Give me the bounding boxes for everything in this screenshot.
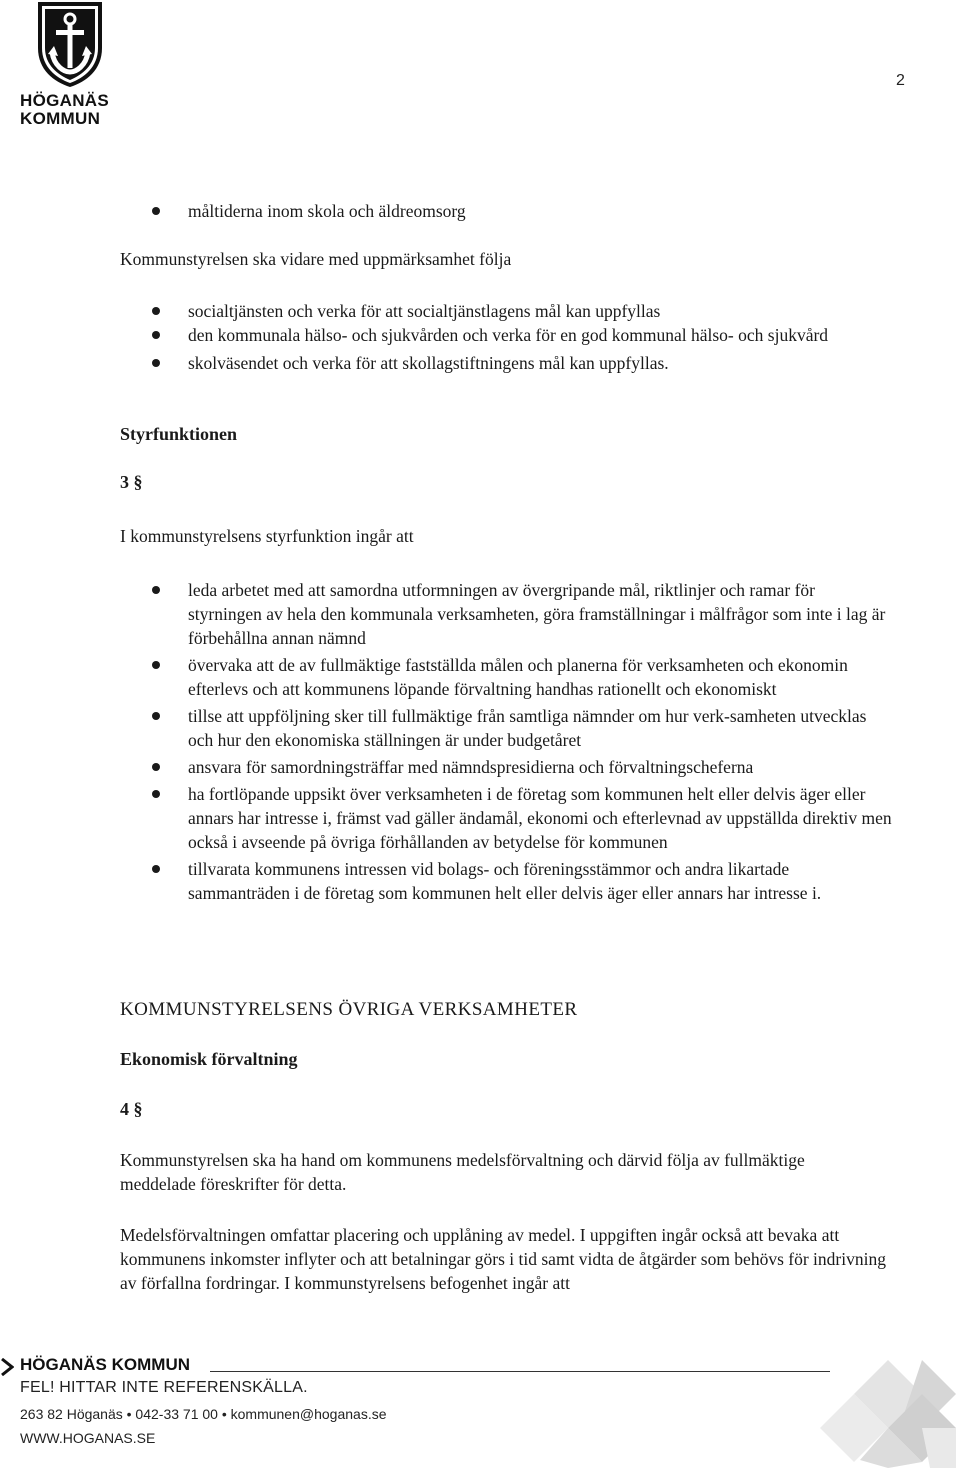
list-item: [148, 857, 893, 905]
paragraph-number-4: 4 §: [120, 1099, 143, 1119]
bullet-list-styrfunktion: [148, 578, 893, 905]
coat-of-arms-anchor-icon: [34, 0, 106, 88]
list-item: [148, 653, 893, 701]
municipality-logo: [18, 0, 120, 130]
bullet-list-meals: [148, 199, 908, 223]
logo-wordmark: [20, 92, 140, 128]
list-item: [148, 323, 888, 347]
bullet-icon: [152, 712, 160, 720]
bullet-icon: [152, 790, 160, 798]
logo-line-1: HÖGANÄS: [20, 91, 109, 110]
list-item: [148, 299, 888, 323]
bullet-list-follow: [148, 299, 888, 375]
styrfunktion-intro: I kommunstyrelsens styrfunktion ingår att: [120, 526, 414, 546]
geometric-decoration-icon: [820, 1360, 956, 1468]
bullet-icon: [152, 359, 160, 367]
ekonomisk-paragraph-1: Kommunstyrelsen ska ha hand om kommunens medelsförvaltning och därvid följa av fullmäktige meddelade föreskrifter för detta.: [120, 1150, 805, 1194]
list-item-text: ansvara för samordningsträffar med nämndspresidierna och förvaltningscheferna: [188, 757, 754, 777]
bullet-icon: [152, 763, 160, 771]
bullet-icon: [152, 865, 160, 873]
list-item: [148, 704, 893, 752]
page-number: 2: [896, 72, 905, 89]
list-item-text: övervaka att de av fullmäktige fastställda målen och planerna för verksamheten och ekonomin efterlevs och att kommunens löpande förvaltning handhas rationellt och ekonomiskt: [188, 655, 848, 699]
list-item-text: ha fortlöpande uppsikt över verksamheten i de företag som kommunen helt eller delvis äger eller annars har intresse i, främst vad gäller ändamål, ekonomi och efterlevnad av uppställda direktiv men också i avseende på övriga förhållanden av betydelse för kommunen: [188, 784, 892, 852]
list-item: [148, 578, 893, 650]
list-item: [148, 351, 888, 375]
section-heading-ovriga-verksamheter: KOMMUNSTYRELSENS ÖVRIGA VERKSAMHETER: [120, 999, 578, 1020]
list-item-text: socialtjänsten och verka för att socialtjänstlagens mål kan uppfyllas: [188, 301, 661, 321]
list-item-text: tillse att uppföljning sker till fullmäktige från samtliga nämnder om hur verk-samheten utvecklas och hur den ekonomiska ställningen är under budgetåret: [188, 706, 867, 750]
footer-website: WWW.HOGANAS.SE: [20, 1430, 156, 1446]
bullet-icon: [152, 207, 160, 215]
list-item: [148, 199, 908, 223]
list-item-text: leda arbetet med att samordna utformningen av övergripande mål, riktlinjer och ramar för styrningen av hela den kommunala verksamheten, göra framställningar i målfrågor som inte i lag är förbehållna annan nämnd: [188, 580, 886, 648]
bullet-icon: [152, 661, 160, 669]
section-heading-styrfunktionen: Styrfunktionen: [120, 424, 238, 444]
arrow-right-icon: [0, 1358, 14, 1376]
bullet-icon: [152, 331, 160, 339]
list-item-text: skolväsendet och verka för att skollagstiftningens mål kan uppfyllas.: [188, 353, 669, 373]
list-item: [148, 755, 893, 779]
list-item-text: måltiderna inom skola och äldreomsorg: [188, 201, 466, 221]
bullet-icon: [152, 586, 160, 594]
intro-follow-text: Kommunstyrelsen ska vidare med uppmärksamhet följa: [120, 249, 512, 269]
logo-line-2: KOMMUN: [20, 109, 101, 128]
list-item-text: tillvarata kommunens intressen vid bolags- och föreningsstämmor och andra likartade sammanträden i de företag som kommunen helt eller delvis äger eller annars har intresse i.: [188, 859, 822, 903]
list-item: [148, 782, 893, 854]
bullet-icon: [152, 307, 160, 315]
list-item-text: den kommunala hälso- och sjukvården och verka för en god kommunal hälso- och sjukvård: [188, 325, 829, 345]
footer-divider: [210, 1371, 830, 1372]
section-heading-ekonomisk-forvaltning: Ekonomisk förvaltning: [120, 1049, 298, 1069]
footer-brand: HÖGANÄS KOMMUN: [20, 1355, 190, 1374]
ekonomisk-paragraph-2: Medelsförvaltningen omfattar placering och upplåning av medel. I uppgiften ingår också att bevaka att kommunens inkomster inflyter och att betalningar görs i tid samt vidta de åtgärder som behövs för indrivning av förfallna fordringar. I kommunstyrelsens befogenhet ingår att: [120, 1225, 886, 1293]
footer-contact: 263 82 Höganäs • 042-33 71 00 • kommunen@hoganas.se: [20, 1406, 387, 1422]
footer-reference-error: FEL! HITTAR INTE REFERENSKÄLLA.: [20, 1379, 308, 1396]
paragraph-number-3: 3 §: [120, 472, 143, 492]
page-footer: [0, 1340, 960, 1470]
